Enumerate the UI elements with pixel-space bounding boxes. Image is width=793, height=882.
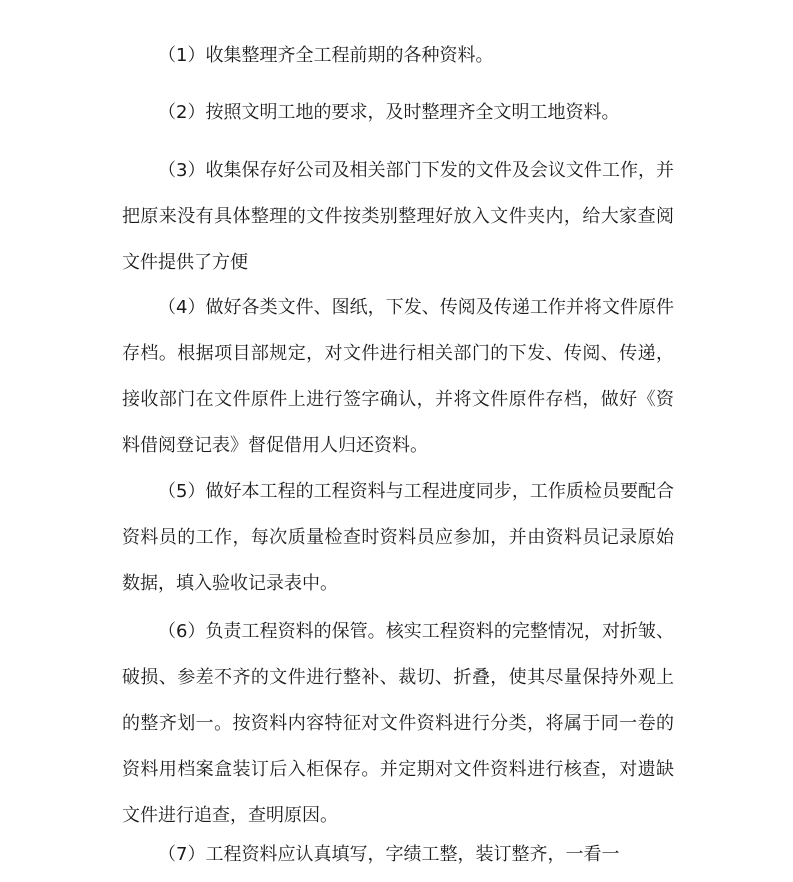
paragraph-1: （1）收集整理齐全工程前期的各种资料。 xyxy=(158,45,494,66)
paragraph-2: （2）按照文明工地的要求，及时整理齐全文明工地资料。 xyxy=(158,102,620,123)
paragraph-4: （4）做好各类文件、图纸，下发、传阅及传递工作并将文件原件存档。根据项目部规定，对文件进行相关部门的下发、传阅、传递，接收部门在文件原件上进行签字确认，并将文件原件存档，做好《资料借阅登记表》督促借用人归还资料。 xyxy=(122,297,674,456)
paragraph-6: （6）负责工程资料的保管。核实工程资料的完整情况，对折皱、破损、参差不齐的文件进行整补、裁切、折叠，使其尽量保持外观上的整齐划一。按资料内容特征对文件资料进行分类，将属于同一卷的资料用档案盒装订后入柜保存。并定期对文件资料进行核查，对遗缺文件进行追查，查明原因。 xyxy=(122,621,674,826)
paragraph-7: （7）工程资料应认真填写，字绩工整，装订整齐，一看一 xyxy=(158,844,620,865)
paragraph-3: （3）收集保存好公司及相关部门下发的文件及会议文件工作，并把原来没有具体整理的文件按类别整理好放入文件夹内，给大家查阅文件提供了方便 xyxy=(122,160,674,273)
paragraph-5: （5）做好本工程的工程资料与工程进度同步，工作质检员要配合资料员的工作，每次质量检查时资料员应参加，并由资料员记录原始数据，填入验收记录表中。 xyxy=(122,481,674,594)
